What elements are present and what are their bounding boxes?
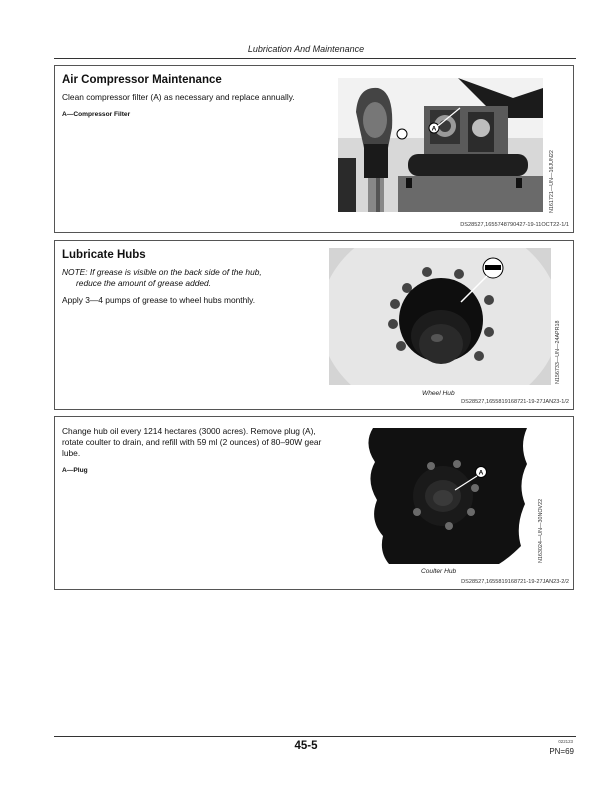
figure-code: N161721—UN—16JUN22: [549, 150, 555, 213]
footer-date-code: 022123: [558, 739, 573, 744]
callout-a-marker: A: [478, 469, 484, 477]
ds-code: DS28527,1655819168721-19-27JAN23-1/2: [461, 399, 569, 405]
running-header: Lubrication And Maintenance: [247, 44, 365, 54]
callout-legend: A—Compressor Filter: [62, 111, 131, 118]
section-text: [62, 426, 324, 474]
section-lubricate-hubs: [54, 240, 574, 410]
section-body: Change hub oil every 1214 hectares (3000 acres). Remove plug (A), rotate coulter to drain, and refill with 59 ml (2 ounces) of 80–90W gear lube.: [62, 426, 322, 458]
note-line-1: NOTE: If grease is visible on the back side of the hub,: [62, 267, 262, 277]
pn-number: PN=69: [549, 747, 574, 756]
note-text: [62, 267, 324, 289]
section-text: [62, 249, 324, 312]
compressor-photo: [338, 78, 543, 212]
note-line-2: reduce the amount of grease added.: [76, 278, 212, 288]
header-rule: [54, 58, 576, 59]
section-air-compressor: [54, 65, 574, 233]
page-number: 45-5: [294, 740, 318, 752]
ds-code: DS28527,1655819168721-19-27JAN23-2/2: [461, 579, 569, 585]
ds-code: DS28527,1655748790427-19-11OCT22-1/1: [460, 222, 569, 228]
figure-code: N156733—UN—24APR18: [555, 320, 561, 384]
section-body: Clean compressor filter (A) as necessary and replace annually.: [62, 92, 295, 102]
section-title: Lubricate Hubs: [62, 249, 146, 261]
coulter-hub-photo: [359, 428, 533, 564]
callout-legend: A—Plug: [62, 467, 88, 474]
section-coulter-hub: [54, 416, 574, 590]
footer-rule: [54, 736, 576, 737]
section-body: Apply 3—4 pumps of grease to wheel hubs monthly.: [62, 295, 256, 305]
figure-caption: Coulter Hub: [421, 568, 457, 575]
figure-code: N163024—UN—30NOV22: [538, 498, 544, 563]
wheel-hub-photo: [329, 248, 551, 385]
section-title: Air Compressor Maintenance: [62, 74, 222, 86]
callout-a-marker: A: [431, 125, 437, 133]
section-text: [62, 74, 324, 118]
figure-caption: Wheel Hub: [422, 390, 455, 397]
